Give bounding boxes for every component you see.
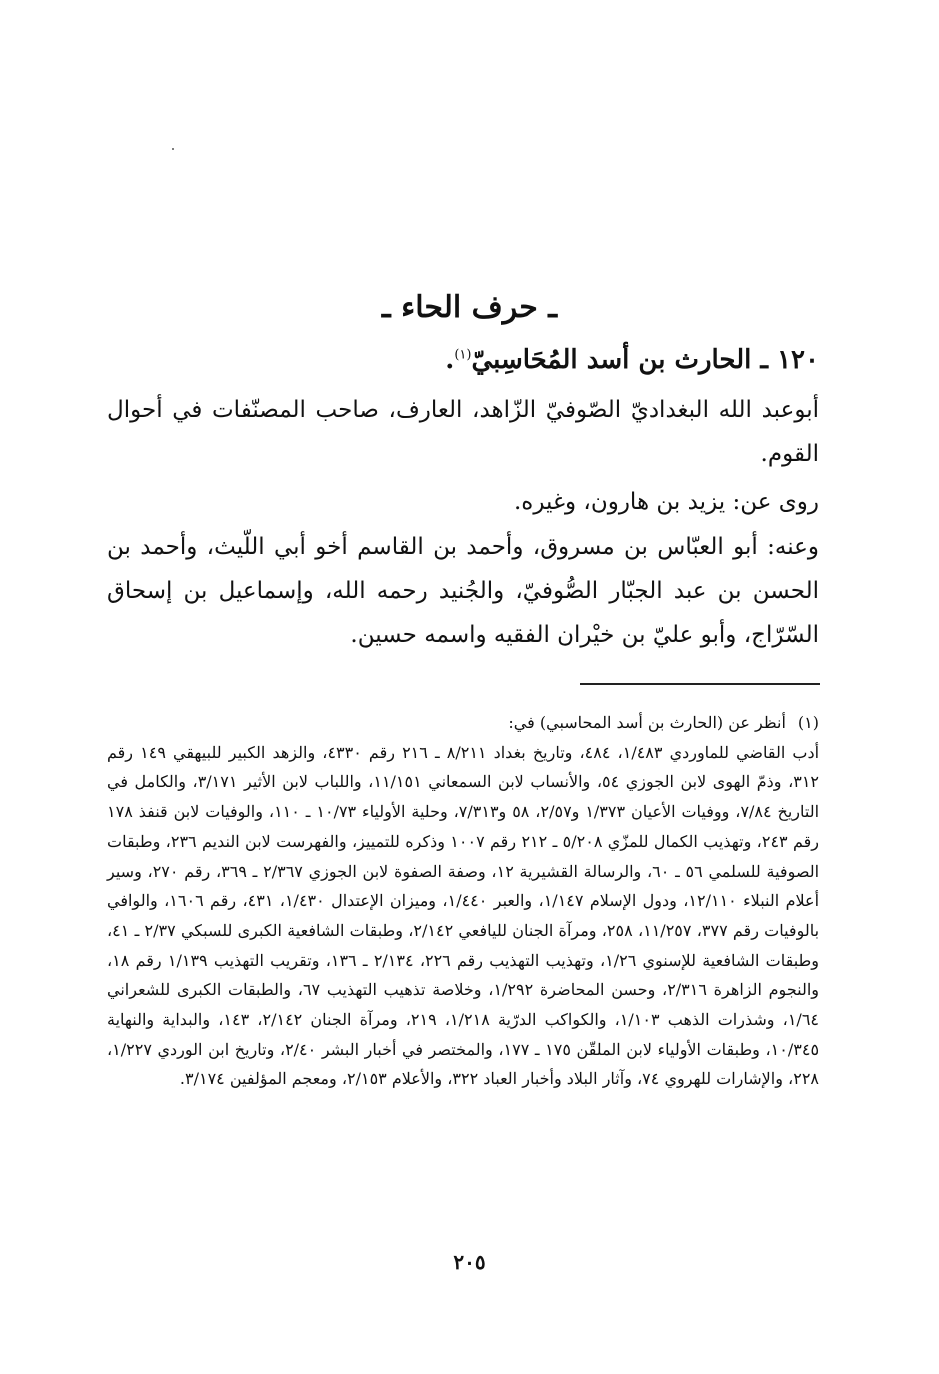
section-title: ـ حرف الحاء ـ — [381, 290, 558, 325]
footnote — [107, 708, 819, 1094]
entry-heading — [119, 345, 819, 375]
footnote-intro: أنظر عن (الحارث بن أسد المحاسبي) في: — [508, 713, 786, 732]
entry-heading-end: . — [445, 345, 455, 375]
scan-speck — [172, 148, 174, 150]
entry-biography: أبوعبد الله البغداديّ الصّوفيّ الزّاهد، العارف، صاحب المصنّفات في أحوال القوم. — [107, 397, 819, 467]
entry-narrated-from: روى عن: يزيد بن هارون، وغيره. — [513, 489, 819, 515]
entry-heading-text: ١٢٠ ـ الحارث بن أسد المُحَاسِبيّ — [471, 345, 819, 375]
footnote-reference[interactable]: (١) — [454, 347, 472, 363]
page-number: ٢٠٥ — [453, 1250, 486, 1274]
footnote-separator — [580, 683, 820, 685]
footnote-header — [107, 708, 819, 738]
footnote-sources: أدب القاضي للماوردي ١/٤٨٣، ٤٨٤، وتاريخ بغداد ٨/٢١١ ـ ٢١٦ رقم ٤٣٣٠، والزهد الكبير للبيهقي ١٤٩ رقم ٣١٢، وذمّ الهوى لابن الجوزي ٥٤، والأنساب لابن السمعاني ١١/١٥١، واللباب لابن الأثير ٣/١٧١، والكامل في التاريخ ٧/٨٤، ووفيات الأعيان ١/٣٧٣ و٢/٥٧، ٥٨ و٧/٣١٣، وحلية الأولياء ١٠/٧٣ ـ ١١٠، والوفيات لابن قنفذ ١٧٨ رقم ٢٤٣، وتهذيب الكمال للمزّي ٥/٢٠٨ ـ ٢١٢ رقم ١٠٠٧ وذكره للتمييز، والفهرست لابن النديم ٢٣٦، وطبقات الصوفية للسلمي ٥٦ ـ ٦٠، والرسالة القشيرية ١٢، وصفة الصفوة لابن الجوزي ٢/٣٦٧ ـ ٣٦٩، رقم ٢٧٠، وسير أعلام النبلاء ١٢/١١٠، ودول الإسلام ١/١٤٧، والعبر ١/٤٤٠، وميزان الإعتدال ١/٤٣٠، ٤٣١، رقم ١٦٠٦، والوافي بالوفيات رقم ٣٧٧، ١١/٢٥٧، ٢٥٨، ومرآة الجنان لليافعي ٢/١٤٢، وطبقات الشافعية الكبرى للسبكي ٢/٣٧ ـ ٤١، وطبقات الشافعية للإسنوي ١/٢٦، وتهذيب التهذيب رقم ٢٢٦، ٢/١٣٤ ـ ١٣٦، وتقريب التهذيب ١/١٣٩ رقم ١٨، والنجوم الزاهرة ٢/٣١٦، وحسن المحاضرة ١/٢٩٢، وخلاصة تذهيب التهذيب ٦٧، والطبقات الكبرى للشعراني ١/٦٤، وشذرات الذهب ١/١٠٣، والكواكب الدرّية ١/٢١٨، ٢١٩، ومرآة الجنان ٢/١٤٢، ١٤٣، والبداية والنهاية ١٠/٣٤٥، وطبقات الأولياء لابن الملقّن ١٧٥ ـ ١٧٧، والمختصر في أخبار البشر ٢/٤٠، وتاريخ ابن الوردي ١/٢٢٧، ٢٢٨، والإشارات للهروي ٧٤، وآثار البلاد وأخبار العباد ٣٢٢، والأعلام ٢/١٥٣، ومعجم المؤلفين ٣/١٧٤. — [107, 742, 820, 1089]
entry-narrated-to: وعنه: أبو العبّاس بن مسروق، وأحمد بن القاسم أخو أبي اللّيث، وأحمد بن الحسن بن عبد الجبّار الصُّوفيّ، والجُنيد رحمه الله، وإسماعيل بن إسحاق السّرّاج، وأبو عليّ بن خيْران الفقيه واسمه حسين. — [107, 534, 819, 648]
footnote-marker: (١) — [797, 713, 819, 732]
